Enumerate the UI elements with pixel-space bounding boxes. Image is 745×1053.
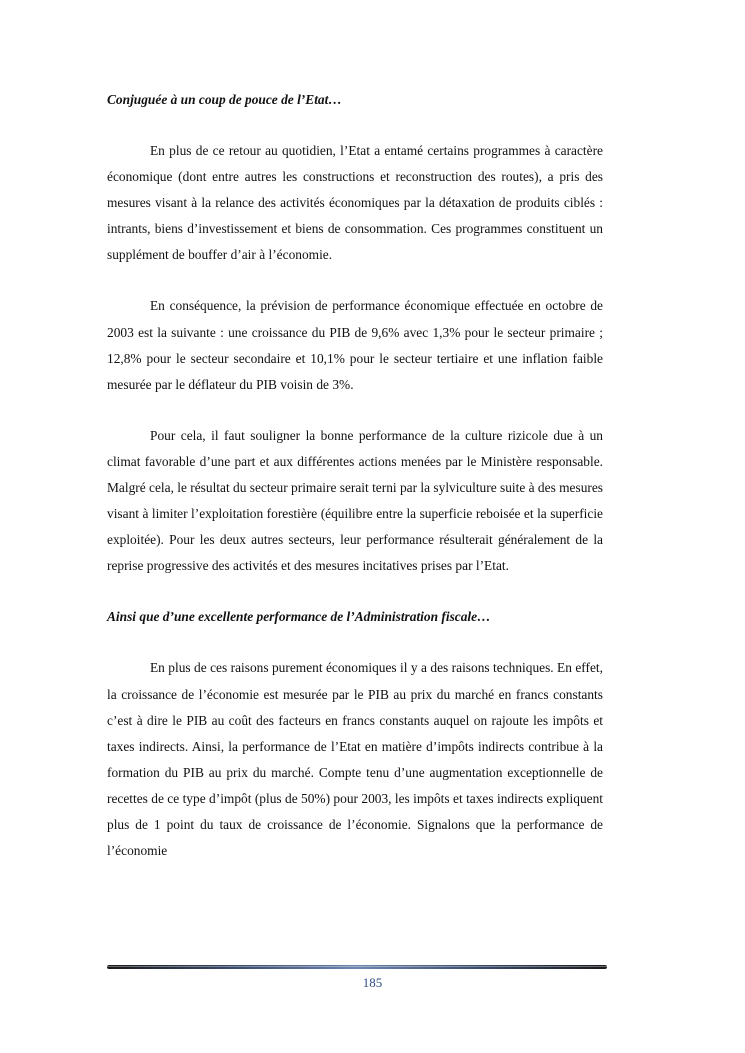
document-page [107, 87, 603, 864]
section-heading-administration-fiscale: Ainsi que d’une excellente performance de l’Administration fiscale… [107, 609, 491, 625]
paragraph-culture-rizicole: Pour cela, il faut souligner la bonne performance de la culture rizicole due à un climat favorable d’une part et aux différentes actions menées par le Ministère responsable. Malgré cela, le résultat du secteur primaire serait terni par la sylviculture suite à des mesures visant à limiter l’exploitation forestière (équilibre entre la superficie reboisée et la superficie exploitée). Pour les deux autres secteurs, leur performance résulterait généralement de la reprise progressive des activités et des mesures incitatives prises par l’Etat. [107, 427, 604, 574]
page-number: 185 [362, 975, 383, 990]
footer-divider [107, 965, 607, 969]
paragraph-raisons-techniques: En plus de ces raisons purement économiques il y a des raisons techniques. En effet, la croissance de l’économie est mesurée par le PIB au prix du marché en francs constants c’est à dire le PIB au coût des facteurs en francs constants auquel on rajoute les impôts et taxes indirects. Ainsi, la performance de l’Etat en matière d’impôts indirects contribue à la formation du PIB au prix du marché. Compte tenu d’une augmentation exceptionnelle de recettes de ce type d’impôt (plus de 50%) pour 2003, les impôts et taxes indirects expliquent plus de 1 point du taux de croissance de l’économie. Signalons que la performance de l’économie [107, 660, 603, 859]
section-heading-coup-de-pouce: Conjuguée à un coup de pouce de l’Etat… [107, 92, 342, 107]
paragraph-programmes-economiques: En plus de ce retour au quotidien, l’Etat a entamé certains programmes à caractère économique (dont entre autres les constructions et reconstruction des routes), a pris des mesures visant à la relance des activités économiques par la détaxation de produits ciblés : intrants, biens d’investissement et biens de consommation. Ces programmes constituent un supplément de bouffer d’air à l’économie. [107, 143, 603, 263]
paragraph-prevision-performance: En conséquence, la prévision de performance économique effectuée en octobre de 2003 est la suivante : une croissance du PIB de 9,6% avec 1,3% pour le secteur primaire ; 12,8% pour le secteur secondaire et 10,1% pour le secteur tertiaire et une inflation faible mesurée par le déflateur du PIB voisin de 3%. [107, 298, 603, 392]
